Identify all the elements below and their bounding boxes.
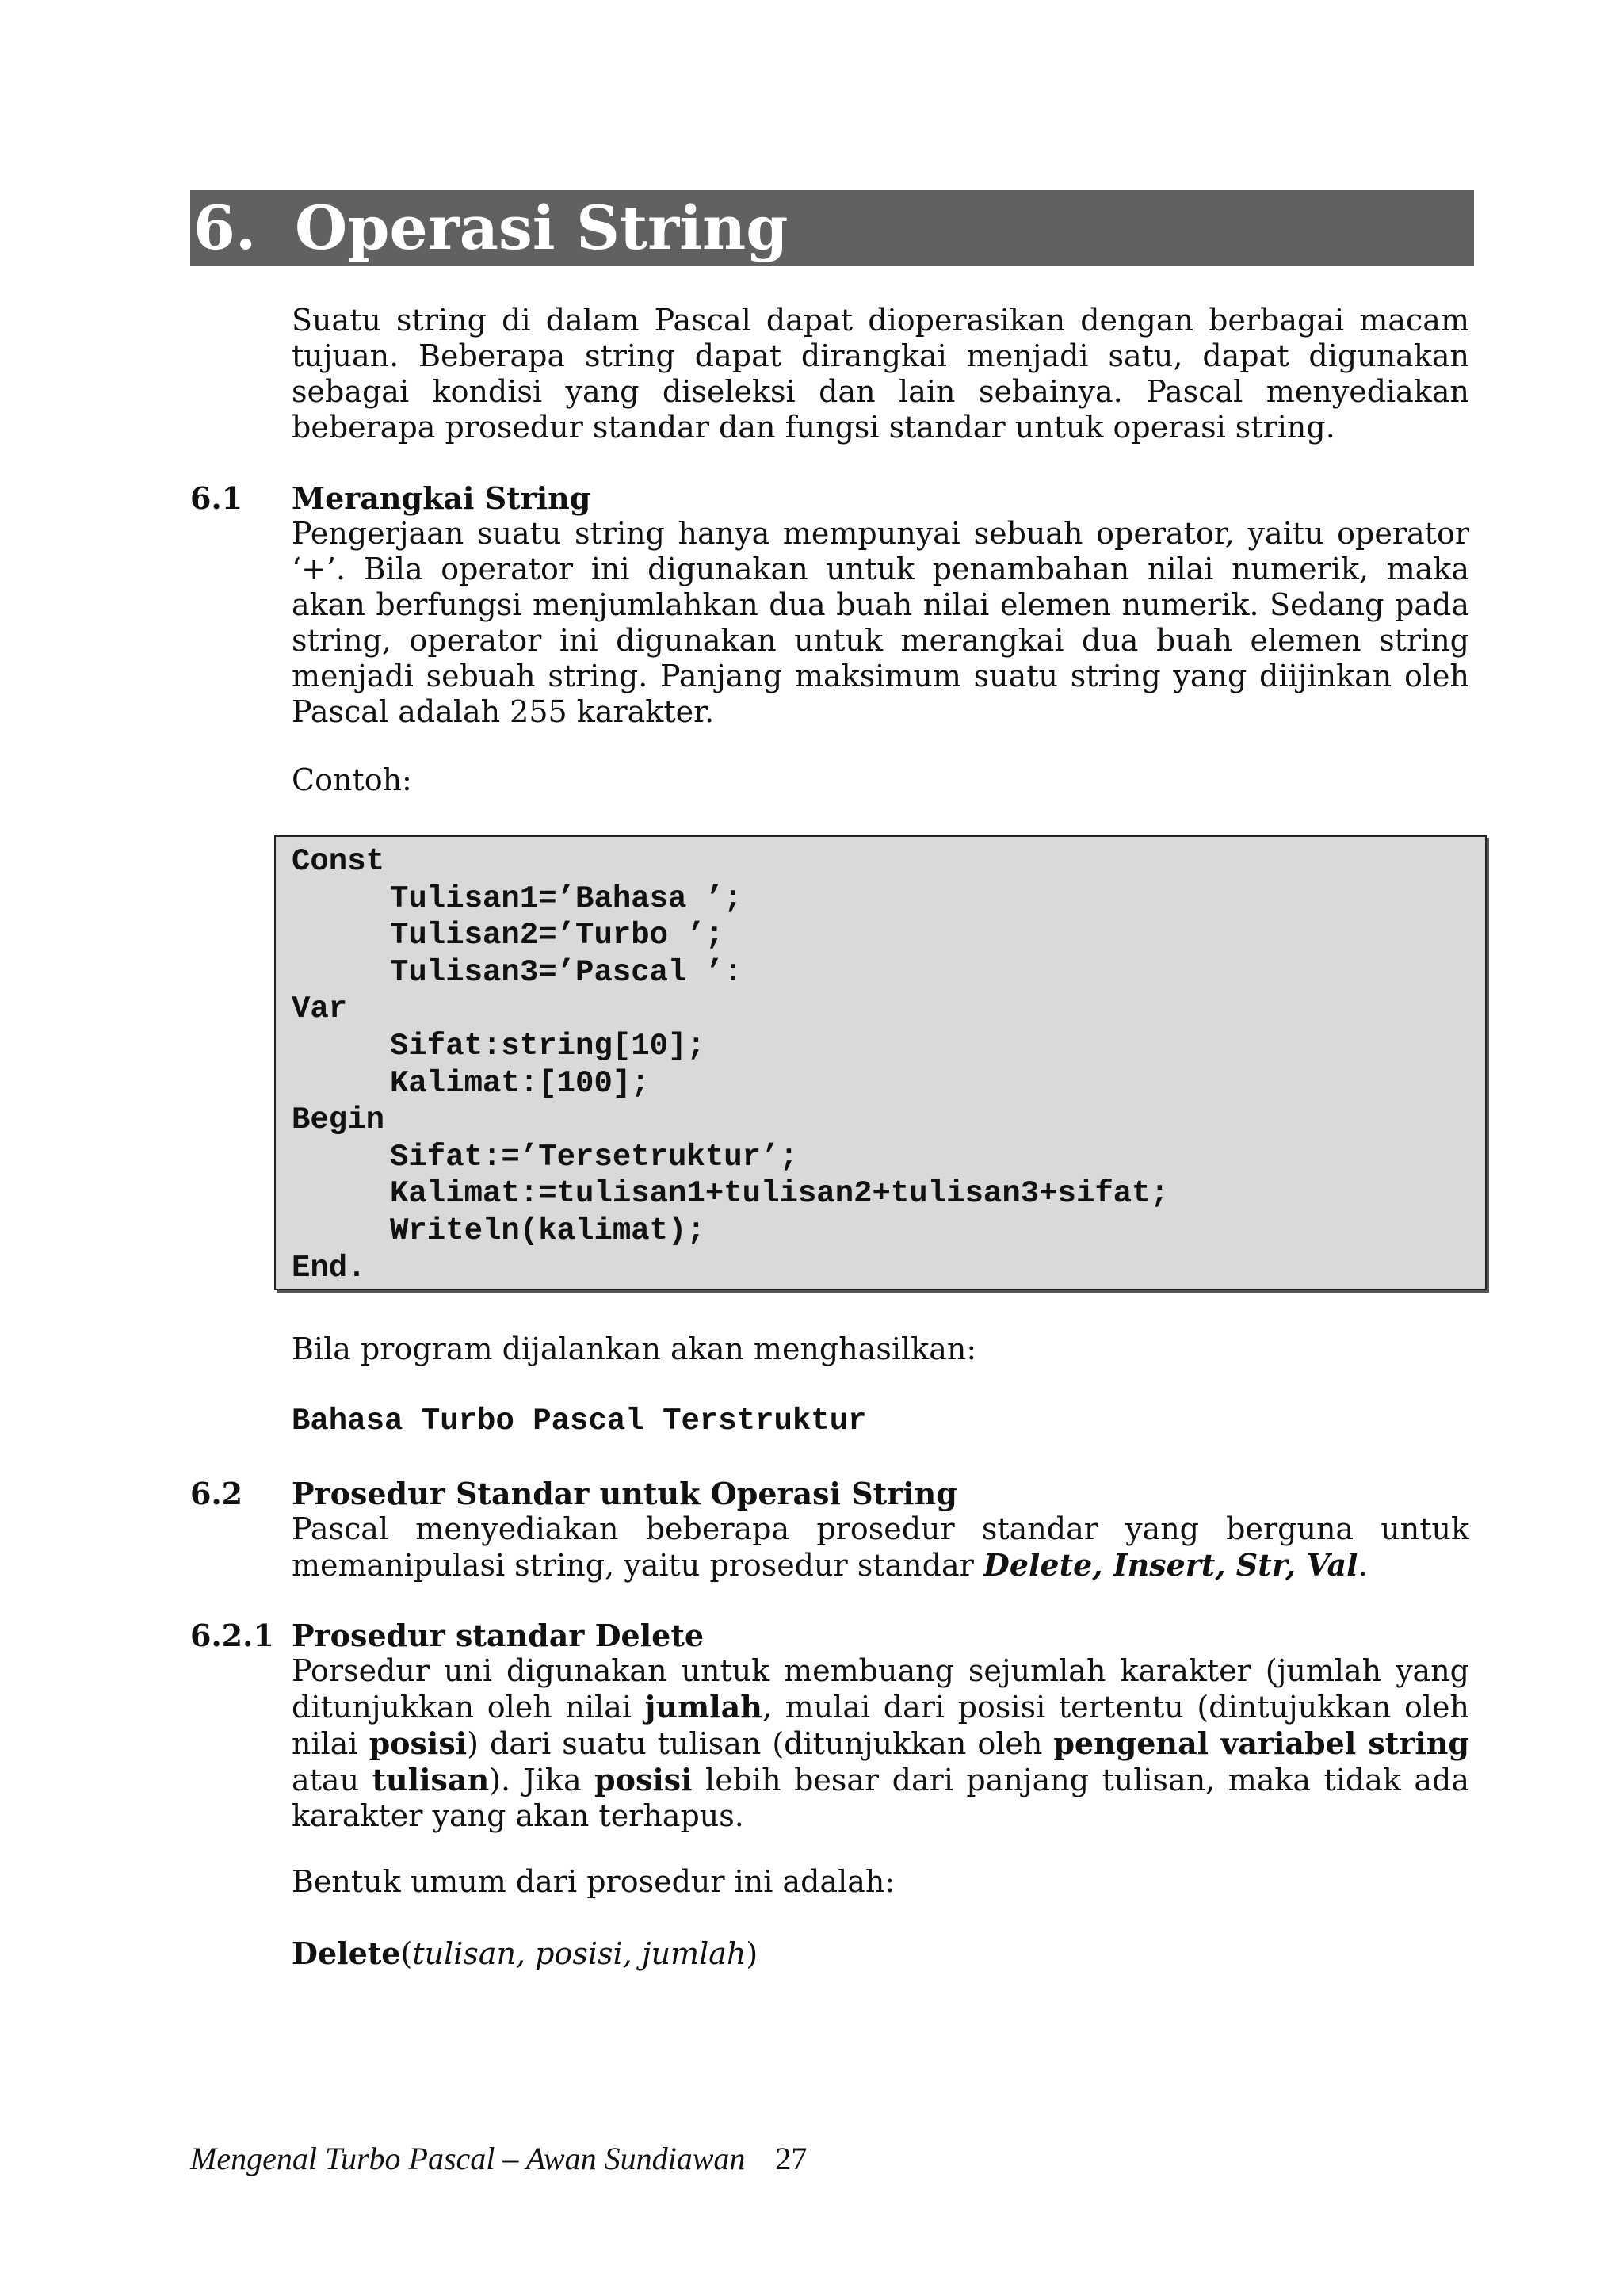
procedure-names: Delete, Insert, Str, Val bbox=[983, 1547, 1358, 1583]
page-footer bbox=[190, 2140, 807, 2178]
section-6-1-number: 6.1 bbox=[190, 480, 243, 516]
code-line: Const bbox=[292, 844, 385, 879]
code-line: Sifat:string[10]; bbox=[390, 1029, 705, 1064]
section-6-2-1-body: Porsedur uni digunakan untuk membuang sejumlah karakter (jumlah yang ditunjukkan oleh nilai jumlah, mulai dari posisi tertentu (dintujukkan oleh nilai posisi) dari suatu tulisan (ditunjukkan oleh pengenal variabel string atau tulisan). Jika posisi lebih besar dari panjang tulisan, maka tidak ada karakter yang akan terhapus. bbox=[292, 1653, 1470, 1833]
section-6-2-title: Prosedur Standar untuk Operasi String bbox=[292, 1476, 957, 1511]
syntax-name: Delete bbox=[292, 1935, 401, 1971]
run-description: Bila program dijalankan akan menghasilkan: bbox=[292, 1331, 977, 1366]
section-6-2-1-title: Prosedur standar Delete bbox=[292, 1618, 705, 1653]
example-label: Contoh: bbox=[292, 762, 412, 797]
chapter-title: Operasi String bbox=[295, 193, 789, 263]
footer-title: Mengenal Turbo Pascal – Awan Sundiawan bbox=[190, 2141, 746, 2176]
keyword-variable: pengenal variabel string bbox=[1053, 1725, 1469, 1761]
keyword-posisi: posisi bbox=[369, 1725, 468, 1761]
code-line: Begin bbox=[292, 1102, 385, 1138]
code-line: Sifat:=’Tersetruktur’; bbox=[390, 1139, 798, 1175]
keyword-jumlah: jumlah bbox=[644, 1689, 762, 1725]
code-line: Tulisan3=’Pascal ’: bbox=[390, 954, 743, 990]
section-6-1-title: Merangkai String bbox=[292, 480, 591, 516]
general-form-label: Bentuk umum dari prosedur ini adalah: bbox=[292, 1864, 896, 1899]
chapter-number: 6. bbox=[193, 193, 257, 263]
code-block bbox=[274, 835, 1487, 1290]
section-6-2-body: Pascal menyediakan beberapa prosedur standar yang berguna untuk memanipulasi string, yaitu prosedur standar Delete, Insert, Str, Val. bbox=[292, 1511, 1469, 1583]
intro-paragraph: Suatu string di dalam Pascal dapat dioperasikan dengan berbagai macam tujuan. Beberapa string dapat dirangkai menjadi satu, dapat digunakan sebagai kondisi yang diseleksi dan lain sebainya. Pascal menyediakan beberapa prosedur standar dan fungsi standar untuk operasi string. bbox=[292, 303, 1469, 445]
code-line: Kalimat:[100]; bbox=[390, 1065, 650, 1101]
section-6-2-1-number: 6.2.1 bbox=[190, 1618, 274, 1653]
section-6-2-number: 6.2 bbox=[190, 1476, 243, 1511]
code-line: Kalimat:=tulisan1+tulisan2+tulisan3+sifat; bbox=[390, 1176, 1169, 1212]
delete-syntax: Delete(tulisan, posisi, jumlah) bbox=[292, 1935, 758, 1971]
chapter-heading bbox=[190, 190, 1474, 266]
code-line: End. bbox=[292, 1250, 366, 1286]
code-line: Tulisan1=’Bahasa ’; bbox=[390, 881, 743, 916]
code-line: Tulisan2=’Turbo ’; bbox=[390, 918, 724, 953]
syntax-args: tulisan, posisi, jumlah bbox=[412, 1936, 747, 1971]
keyword-tulisan: tulisan bbox=[372, 1762, 490, 1797]
program-output: Bahasa Turbo Pascal Terstruktur bbox=[292, 1404, 867, 1438]
section-6-1-body: Pengerjaan suatu string hanya mempunyai sebuah operator, yaitu operator ‘+’. Bila operator ini digunakan untuk penambahan nilai numerik, maka akan berfungsi menjumlahkan dua buah nilai elemen numerik. Sedang pada string, operator ini digunakan untuk merangkai dua buah elemen string menjadi sebuah string. Panjang maksimum suatu string yang diijinkan oleh Pascal adalah 255 karakter. bbox=[292, 516, 1469, 729]
code-line: Writeln(kalimat); bbox=[390, 1213, 705, 1248]
code-line: Var bbox=[292, 991, 348, 1027]
page-number: 27 bbox=[775, 2141, 808, 2176]
keyword-posisi: posisi bbox=[594, 1762, 693, 1797]
